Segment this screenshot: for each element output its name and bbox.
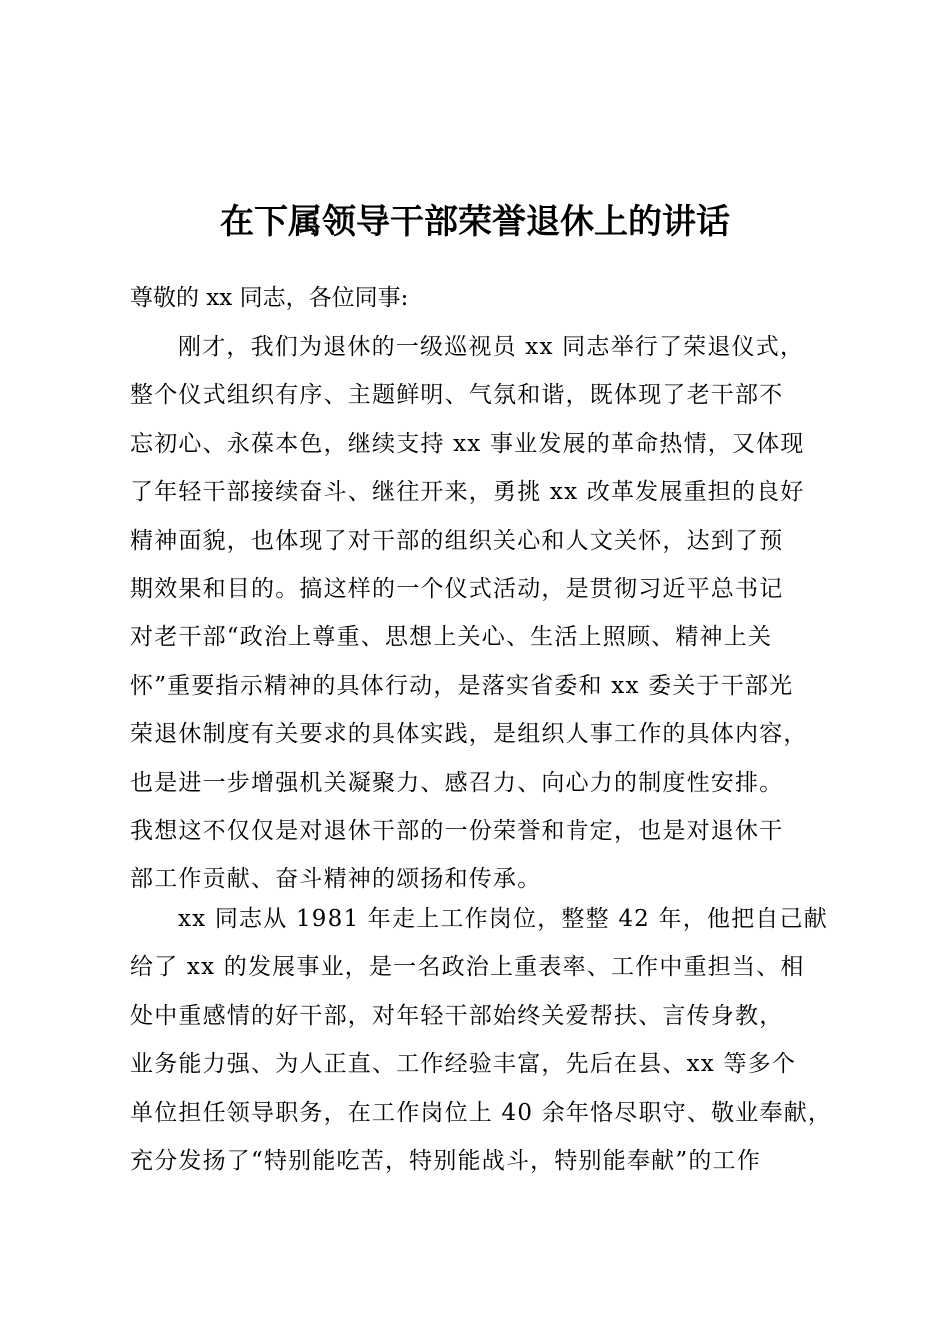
paragraph-2 bbox=[130, 903, 833, 1193]
paragraph-line: 精神面貌，也体现了对干部的组织关心和人文关怀，达到了预 bbox=[130, 527, 784, 554]
paragraph-line: xx 同志从 1981 年走上工作岗位，整整 42 年，他把自己献 bbox=[178, 906, 828, 932]
paragraph-line: 充分发扬了“特别能吃苦，特别能战斗，特别能奉献”的工作 bbox=[130, 1147, 761, 1174]
paragraph-line: 部工作贡献、奋斗精神的颂扬和传承。 bbox=[130, 866, 542, 893]
paragraph-line: 期效果和目的。搞这样的一个仪式活动，是贯彻习近平总书记 bbox=[130, 575, 784, 602]
paragraph-line: 忘初心、永葆本色，继续支持 xx 事业发展的革命热情，又体现 bbox=[130, 430, 805, 457]
paragraph-line: 刚才，我们为退休的一级巡视员 xx 同志举行了荣退仪式， bbox=[178, 334, 805, 360]
paragraph-line: 我想这不仅仅是对退休干部的一份荣誉和肯定，也是对退休干 bbox=[130, 817, 784, 844]
paragraph-line: 处中重感情的好干部，对年轻干部始终关爱帮扶、言传身教， bbox=[130, 1002, 784, 1029]
paragraph-line: 整个仪式组织有序、主题鲜明、气氛和谐，既体现了老干部不 bbox=[130, 382, 784, 409]
paragraph-line: 荣退休制度有关要求的具体实践，是组织人事工作的具体内容， bbox=[130, 721, 808, 748]
paragraph-line: 给了 xx 的发展事业，是一名政治上重表率、工作中重担当、相 bbox=[130, 954, 805, 981]
paragraph-line: 了年轻干部接续奋斗、继往开来，勇挑 xx 改革发展重担的良好 bbox=[130, 479, 805, 506]
page-title: 在下属领导干部荣誉退休上的讲话 bbox=[220, 202, 730, 242]
paragraph-line: 对老干部“政治上尊重、思想上关心、生活上照顾、精神上关 bbox=[130, 624, 773, 651]
paragraph-line: 单位担任领导职务，在工作岗位上 40 余年恪尽职守、敬业奉献， bbox=[130, 1099, 833, 1126]
paragraph-line: 业务能力强、为人正直、工作经验丰富，先后在县、xx 等多个 bbox=[130, 1051, 797, 1078]
paragraph-line: 怀”重要指示精神的具体行动，是落实省委和 xx 委关于干部光 bbox=[130, 672, 794, 699]
paragraph-line: 也是进一步增强机关凝聚力、感召力、向心力的制度性安排。 bbox=[130, 769, 784, 796]
salutation: 尊敬的 xx 同志，各位同事: bbox=[130, 285, 409, 311]
paragraph-1 bbox=[130, 331, 830, 912]
